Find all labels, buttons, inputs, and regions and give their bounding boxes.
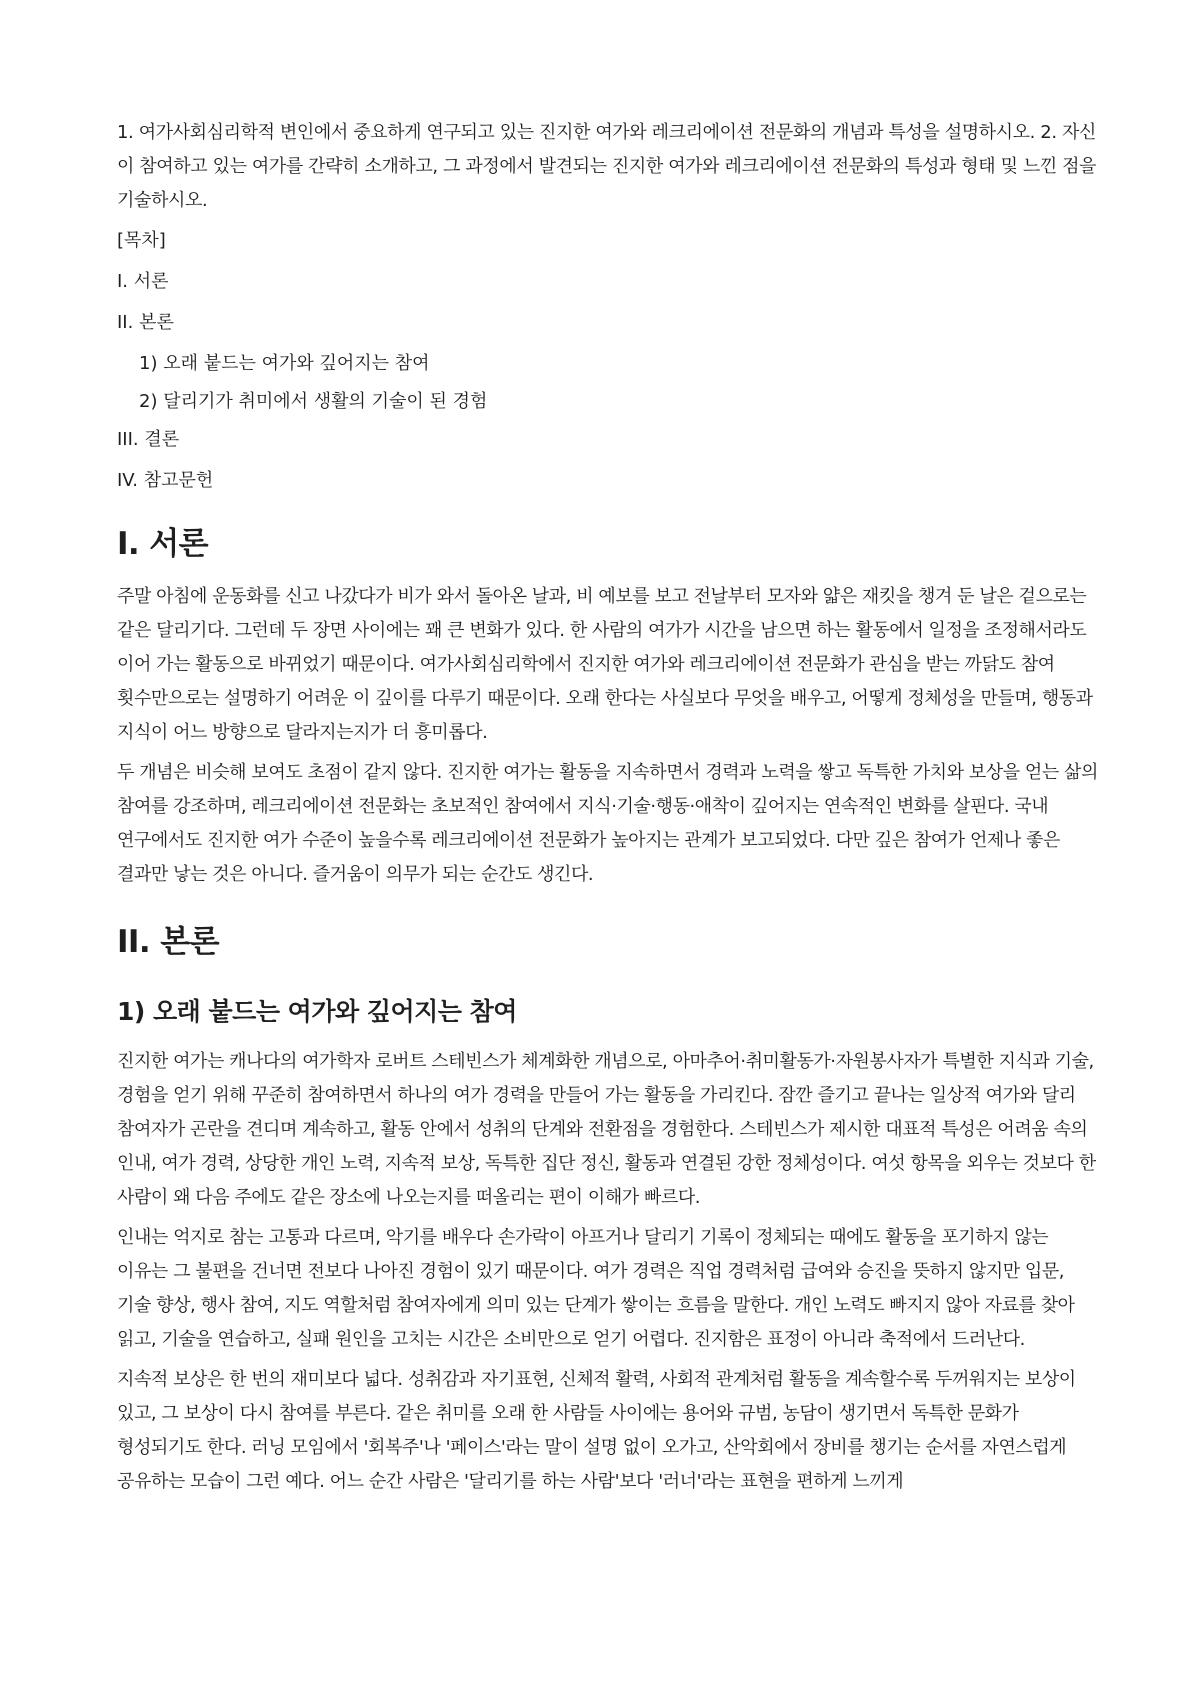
body-sub1-paragraph-3: 지속적 보상은 한 번의 재미보다 넓다. 성취감과 자기표현, 신체적 활력, 사회적 관계처럼 활동을 계속할수록 두꺼워지는 보상이 있고, 그 보상이 다시 참여를 부른다. 같은 취미를 오래 한 사람들 사이에는 용어와 규범, 농담이 생기면서 독특한 문화가 형성되기도 한다. 러닝 모임에서 '회복주'나 '페이스'라는 말이 설명 없이 오가고, 산악회에서 장비를 챙기는 순서를 자연스럽게 공유하는 모습이 그런 예다. 어느 순간 사람은 '달리기를 하는 사람'보다 '러너'라는 표현을 편하게 느끼게 [117,1369,1076,1492]
table-of-contents [117,265,1100,498]
section-heading-body: II. 본론 [117,924,219,960]
body-sub1-paragraph-2: 인내는 억지로 참는 고통과 다르며, 악기를 배우다 손가락이 아프거나 달리기 기록이 정체되는 때에도 활동을 포기하지 않는 이유는 그 불편을 건너면 전보다 나아진 경험이 있기 때문이다. 여가 경력은 직업 경력처럼 급여와 승진을 뜻하지 않지만 입문, 기술 향상, 행사 참여, 지도 역할처럼 참여자에게 의미 있는 단계가 쌓이는 흐름을 말한다. 개인 노력도 빠지지 않아 자료를 찾아 읽고, 기술을 연습하고, 실패 원인을 고치는 시간은 소비만으로 얻기 어렵다. 진지함은 표정이 아니라 축적에서 드러난다. [117,1227,1075,1350]
toc-heading: [목차] [117,230,166,251]
section-heading-intro: I. 서론 [117,526,208,562]
intro-paragraph-2: 두 개념은 비슷해 보여도 초점이 같지 않다. 진지한 여가는 활동을 지속하면서 경력과 노력을 쌓고 독특한 가치와 보상을 얻는 삶의 참여를 강조하며, 레크리에이션 전문화는 초보적인 참여에서 지식·기술·행동·애착이 깊어지는 연속적인 변화를 살핀다. 국내 연구에서도 진지한 여가 수준이 높을수록 레크리에이션 전문화가 높아지는 관계가 보고되었다. 다만 깊은 참여가 언제나 좋은 결과만 낳는 것은 아니다. 즐거움이 의무가 되는 순간도 생긴다. [117,762,1098,885]
assignment-question: 1. 여가사회심리학적 변인에서 중요하게 연구되고 있는 진지한 여가와 레크리에이션 전문화의 개념과 특성을 설명하시오. 2. 자신이 참여하고 있는 여가를 간략히 소개하고, 그 과정에서 발견되는 진지한 여가와 레크리에이션 전문화의 특성과 형태 및 느낀 점을 기술하시오. [117,122,1097,211]
subsection-heading-1: 1) 오래 붙드는 여가와 깊어지는 참여 [117,997,517,1026]
intro-paragraph-1: 주말 아침에 운동화를 신고 나갔다가 비가 와서 돌아온 날과, 비 예보를 보고 전날부터 모자와 얇은 재킷을 챙겨 둔 날은 겉으로는 같은 달리기다. 그런데 두 장면 사이에는 꽤 큰 변화가 있다. 한 사람의 여가가 시간을 남으면 하는 활동에서 일정을 조정해서라도 이어 가는 활동으로 바뀌었기 때문이다. 여가사회심리학에서 진지한 여가와 레크리에이션 전문화가 관심을 받는 까닭도 참여 횟수만으로는 설명하기 어려운 이 깊이를 다루기 때문이다. 오래 한다는 사실보다 무엇을 배우고, 어떻게 정체성을 만들며, 행동과 지식이 어느 방향으로 달라지는지가 더 흥미롭다. [117,586,1093,743]
body-sub1-paragraph-1: 진지한 여가는 캐나다의 여가학자 로버트 스테빈스가 체계화한 개념으로, 아마추어·취미활동가·자원봉사자가 특별한 지식과 기술, 경험을 얻기 위해 꾸준히 참여하면서 하나의 여가 경력을 만들어 가는 활동을 가리킨다. 잠깐 즐기고 끝나는 일상적 여가와 달리 참여자가 곤란을 견디며 계속하고, 활동 안에서 성취의 단계와 전환점을 경험한다. 스테빈스가 제시한 대표적 특성은 어려움 속의 인내, 여가 경력, 상당한 개인 노력, 지속적 보상, 독특한 집단 정신, 활동과 연결된 강한 정체성이다. 여섯 항목을 외우는 것보다 한 사람이 왜 다음 주에도 같은 장소에 나오는지를 떠올리는 편이 이해가 빠르다. [117,1051,1096,1208]
toc-item-intro: I. 서론 [117,271,169,292]
toc-item-conclusion: III. 결론 [117,429,180,450]
toc-item-body-sub1: 1) 오래 붙드는 여가와 깊어지는 참여 [139,353,430,374]
toc-item-body: II. 본론 [117,312,174,333]
toc-item-body-sub2: 2) 달리기가 취미에서 생활의 기술이 된 경험 [139,391,488,412]
toc-item-references: IV. 참고문헌 [117,470,214,491]
